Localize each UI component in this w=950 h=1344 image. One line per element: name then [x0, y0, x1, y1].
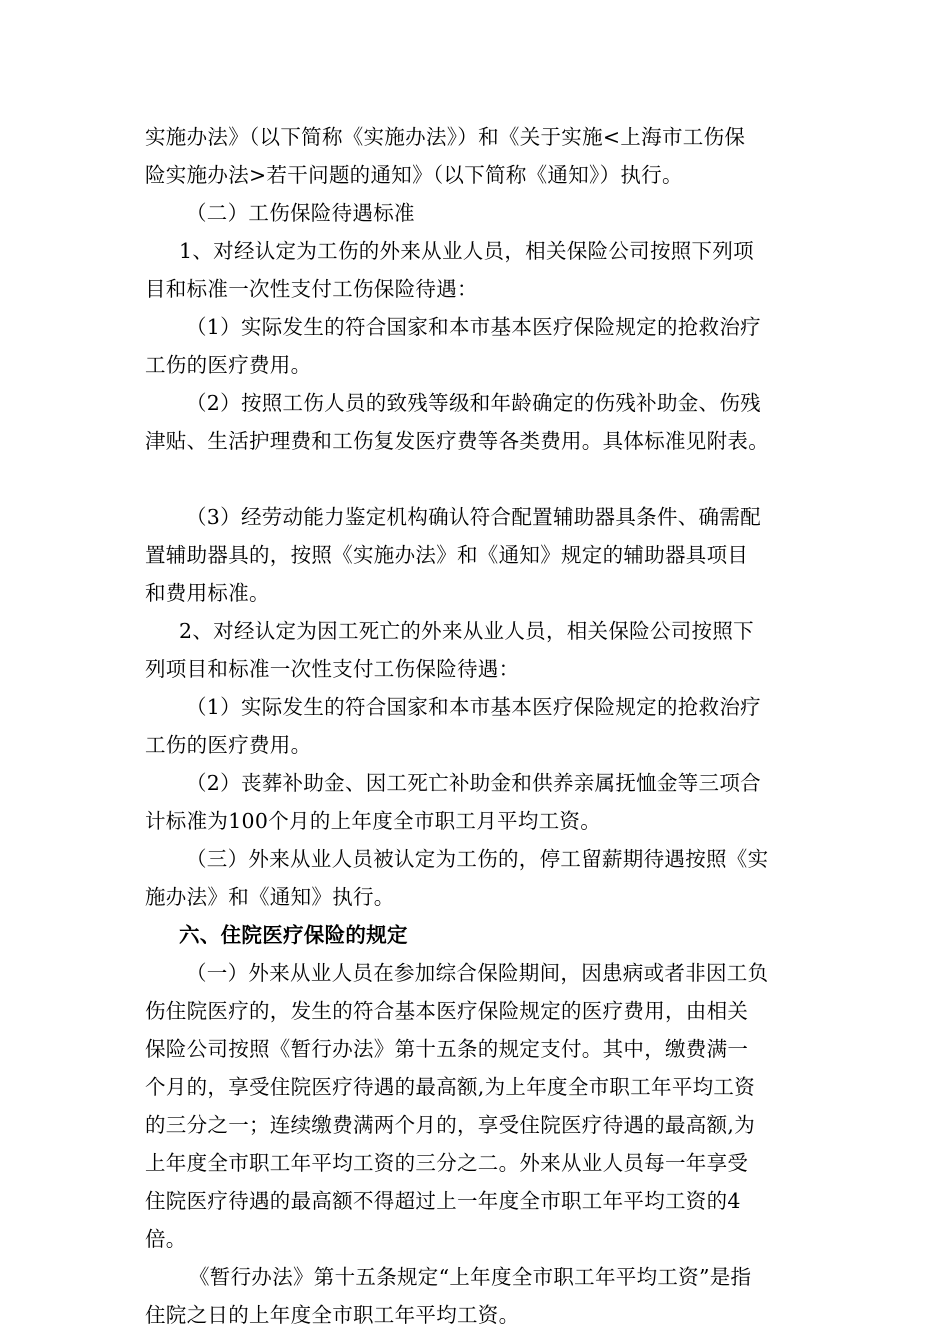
- text-line: 计标准为100个月的上年度全市职工月平均工资。: [145, 809, 602, 833]
- text-line: 和费用标准。: [145, 581, 270, 605]
- text-line: 2、对经认定为因工死亡的外来从业人员，相关保险公司按照下: [179, 619, 754, 643]
- paragraph-item-2-2: [145, 764, 810, 840]
- text-line: 实施办法》（以下简称《实施办法》）和《关于实施<上海市工伤保: [145, 125, 746, 149]
- paragraph-item-2: [145, 612, 810, 688]
- paragraph-item-1-1: [145, 308, 810, 384]
- text-line: 六、住院医疗保险的规定: [179, 923, 408, 947]
- text-line: 《暂行办法》第十五条规定“上年度全市职工年平均工资”是指: [189, 1265, 752, 1289]
- text-line: 上年度全市职工年平均工资的三分之二。外来从业人员每一年享受: [145, 1151, 749, 1175]
- text-line: 住院医疗待遇的最高额不得超过上一年度全市职工年平均工资的4: [145, 1189, 741, 1213]
- text-line: （三）外来从业人员被认定为工伤的，停工留薪期待遇按照《实: [186, 847, 769, 871]
- text-line: 工伤的医疗费用。: [145, 353, 312, 377]
- paragraph-section-3: [145, 840, 810, 916]
- text-line: 津贴、生活护理费和工伤复发医疗费等各类费用。具体标准见附表。: [145, 429, 769, 453]
- text-line: 置辅助器具的，按照《实施办法》和《通知》规定的辅助器具项目: [145, 543, 749, 567]
- paragraph-implementation-reference: [145, 118, 810, 194]
- text-line: （一）外来从业人员在参加综合保险期间，因患病或者非因工负: [186, 961, 769, 985]
- text-line: （1）实际发生的符合国家和本市基本医疗保险规定的抢救治疗: [186, 315, 761, 339]
- paragraph-item-1-3: [145, 498, 810, 612]
- section-heading-hospital-insurance: [145, 916, 810, 954]
- text-line: 工伤的医疗费用。: [145, 733, 312, 757]
- text-line: 1、对经认定为工伤的外来从业人员，相关保险公司按照下列项: [179, 239, 754, 263]
- paragraph-item-1-2: [145, 384, 810, 460]
- text-line: 个月的，享受住院医疗待遇的最高额,为上年度全市职工年平均工资: [145, 1075, 756, 1099]
- text-line: 保险公司按照《暂行办法》第十五条的规定支付。其中，缴费满一: [145, 1037, 749, 1061]
- text-line: 目和标准一次性支付工伤保险待遇：: [145, 277, 478, 301]
- text-line: 施办法》和《通知》执行。: [145, 885, 395, 909]
- paragraph-hospital-definition: [145, 1258, 810, 1334]
- paragraph-hospital-1: [145, 954, 810, 1258]
- text-line: 住院之日的上年度全市职工年平均工资。: [145, 1303, 520, 1327]
- text-line: （3）经劳动能力鉴定机构确认符合配置辅助器具条件、确需配: [186, 505, 761, 529]
- text-line: 列项目和标准一次性支付工伤保险待遇：: [145, 657, 520, 681]
- text-line: 险实施办法>若干问题的通知》（以下简称《通知》）执行。: [145, 163, 683, 187]
- text-line: 的三分之一；连续缴费满两个月的，享受住院医疗待遇的最高额,为: [145, 1113, 756, 1137]
- text-line: 倍。: [145, 1227, 187, 1251]
- section-heading-injury-benefits: [145, 194, 810, 232]
- blank-line: [145, 460, 810, 498]
- document-page: [145, 118, 810, 1334]
- text-line: （2）按照工伤人员的致残等级和年龄确定的伤残补助金、伤残: [186, 391, 761, 415]
- text-line: （二）工伤保险待遇标准: [186, 201, 415, 225]
- text-line: （2）丧葬补助金、因工死亡补助金和供养亲属抚恤金等三项合: [186, 771, 761, 795]
- paragraph-item-2-1: [145, 688, 810, 764]
- text-line: （1）实际发生的符合国家和本市基本医疗保险规定的抢救治疗: [186, 695, 761, 719]
- text-line: 伤住院医疗的，发生的符合基本医疗保险规定的医疗费用，由相关: [145, 999, 749, 1023]
- paragraph-item-1: [145, 232, 810, 308]
